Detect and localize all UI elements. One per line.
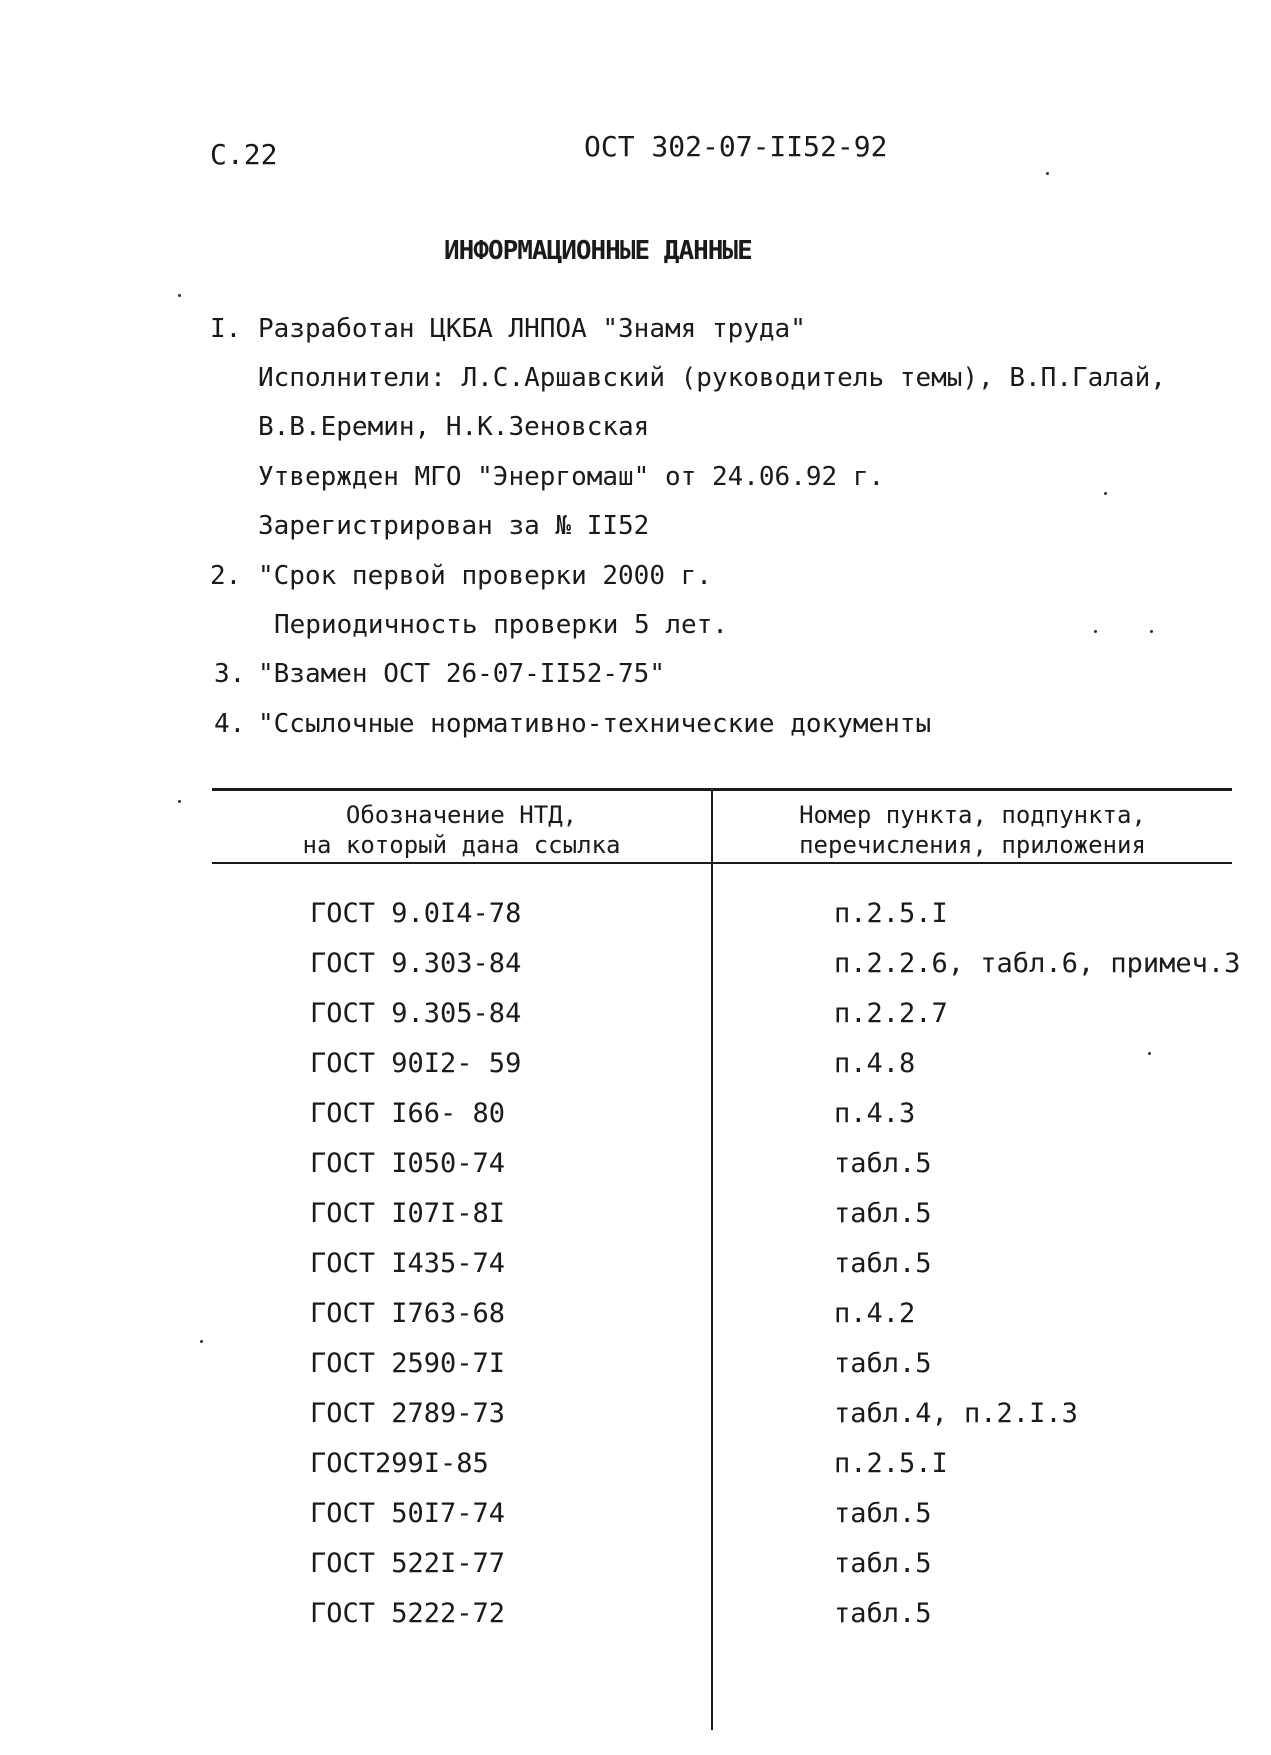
table-cell-reference: табл.5 bbox=[834, 1498, 932, 1529]
table-cell-ntd: ГОСТ 2789-73 bbox=[310, 1398, 506, 1429]
table-cell-reference: табл.5 bbox=[834, 1548, 932, 1579]
table-cell-ntd: ГОСТ 9.0I4-78 bbox=[310, 898, 522, 929]
scan-speck bbox=[1150, 630, 1153, 633]
column-header-reference-line1: Номер пункта, подпункта, bbox=[799, 801, 1146, 829]
table-cell-ntd: ГОСТ299I-85 bbox=[310, 1448, 489, 1479]
item-4-line-1: "Ссылочные нормативно-технические документы bbox=[258, 709, 932, 739]
scan-speck bbox=[178, 294, 181, 297]
document-code: ОСТ 302-07-II52-92 bbox=[584, 130, 888, 163]
table-cell-ntd: ГОСТ 5222-72 bbox=[310, 1598, 506, 1629]
section-title: ИНФОРМАЦИОННЫЕ ДАННЫЕ bbox=[444, 236, 752, 266]
table-cell-ntd: ГОСТ I07I-8I bbox=[310, 1198, 506, 1229]
table-top-rule bbox=[212, 788, 1232, 791]
item-number-2: 2. bbox=[210, 561, 242, 591]
table-cell-reference: п.4.3 bbox=[834, 1098, 916, 1129]
table-cell-ntd: ГОСТ I050-74 bbox=[310, 1148, 506, 1179]
table-cell-reference: табл.5 bbox=[834, 1598, 932, 1629]
item-2-line-1: "Срок первой проверки 2000 г. bbox=[258, 561, 712, 591]
scan-speck bbox=[200, 1340, 203, 1343]
table-cell-reference: п.2.5.I bbox=[834, 898, 948, 929]
item-1-line-3: В.В.Еремин, Н.К.Зеновская bbox=[258, 412, 650, 442]
table-cell-ntd: ГОСТ I763-68 bbox=[310, 1298, 506, 1329]
scan-speck bbox=[1148, 1052, 1151, 1055]
table-cell-ntd: ГОСТ 90I2- 59 bbox=[310, 1048, 522, 1079]
table-cell-reference: табл.4, п.2.I.3 bbox=[834, 1398, 1078, 1429]
item-3-line-1: "Взамен ОСТ 26-07-II52-75" bbox=[258, 659, 665, 689]
column-header-reference bbox=[713, 800, 1232, 860]
table-cell-ntd: ГОСТ 2590-7I bbox=[310, 1348, 506, 1379]
table-cell-reference: п.4.2 bbox=[834, 1298, 916, 1329]
item-2-line-2: Периодичность проверки 5 лет. bbox=[274, 610, 728, 640]
column-header-ntd-line1: Обозначение НТД, bbox=[345, 801, 578, 829]
table-cell-ntd: ГОСТ 50I7-74 bbox=[310, 1498, 506, 1529]
item-number-1: I. bbox=[210, 314, 242, 344]
table-column-divider bbox=[711, 790, 713, 1730]
table-cell-reference: п.2.5.I bbox=[834, 1448, 948, 1479]
table-header-rule bbox=[212, 862, 1232, 864]
column-header-ntd bbox=[212, 800, 711, 860]
item-1-line-5: Зарегистрирован за № II52 bbox=[258, 511, 650, 541]
table-cell-reference: табл.5 bbox=[834, 1198, 932, 1229]
scan-speck bbox=[178, 800, 181, 803]
table-cell-ntd: ГОСТ 522I-77 bbox=[310, 1548, 506, 1579]
item-number-3: 3. bbox=[214, 659, 246, 689]
scan-speck bbox=[1046, 172, 1049, 175]
table-cell-reference: табл.5 bbox=[834, 1348, 932, 1379]
table-cell-ntd: ГОСТ I66- 80 bbox=[310, 1098, 506, 1129]
column-header-reference-line2: перечисления, приложения bbox=[799, 831, 1146, 859]
column-header-ntd-line2: на который дана ссылка bbox=[302, 831, 621, 859]
table-cell-reference: п.2.2.7 bbox=[834, 998, 948, 1029]
table-cell-reference: табл.5 bbox=[834, 1148, 932, 1179]
page-number: С.22 bbox=[210, 138, 278, 171]
table-cell-reference: табл.5 bbox=[834, 1248, 932, 1279]
item-1-line-4: Утвержден МГО "Энергомаш" от 24.06.92 г. bbox=[258, 462, 885, 492]
table-cell-reference: п.2.2.6, табл.6, примеч.3 bbox=[834, 948, 1241, 979]
scan-speck bbox=[1104, 492, 1107, 495]
item-1-line-2: Исполнители: Л.С.Аршавский (руководитель темы), В.П.Галай, bbox=[258, 363, 1166, 393]
scan-speck bbox=[1094, 630, 1097, 633]
table-cell-ntd: ГОСТ 9.305-84 bbox=[310, 998, 522, 1029]
table-cell-ntd: ГОСТ 9.303-84 bbox=[310, 948, 522, 979]
table-cell-ntd: ГОСТ I435-74 bbox=[310, 1248, 506, 1279]
item-number-4: 4. bbox=[214, 709, 246, 739]
item-1-line-1: Разработан ЦКБА ЛНПОА "Знамя труда" bbox=[258, 314, 806, 344]
table-cell-reference: п.4.8 bbox=[834, 1048, 916, 1079]
